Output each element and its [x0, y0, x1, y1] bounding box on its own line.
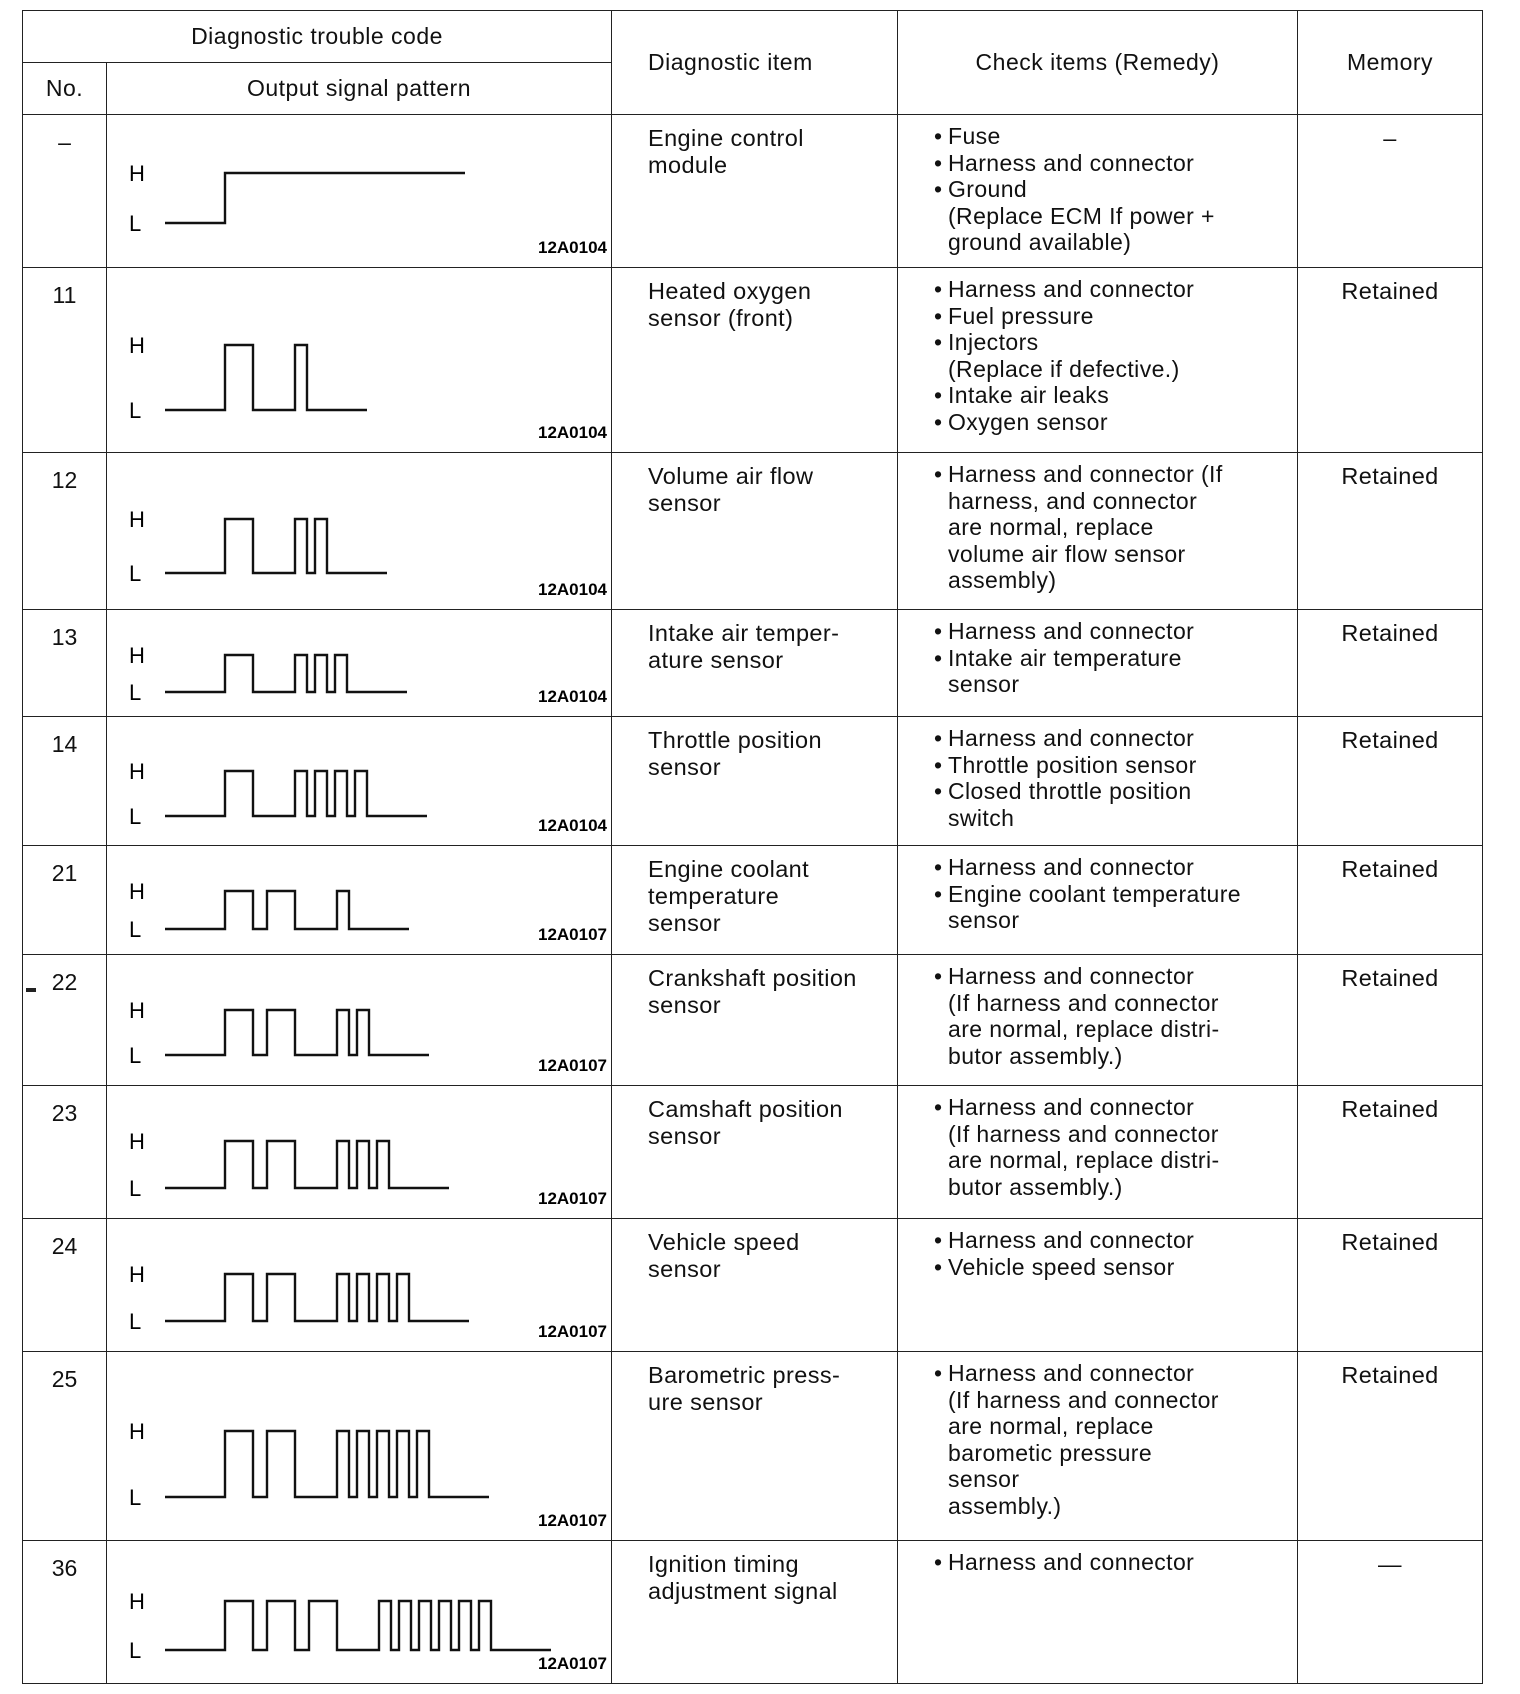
check-item-note: harness, and connector [948, 487, 1198, 514]
check-items-list [934, 1227, 1289, 1280]
code-number: 22 [23, 955, 107, 1086]
figure-code: 12A0107 [537, 1189, 607, 1208]
diagnostic-item-line: sensor [648, 1256, 721, 1282]
low-level-label: L [129, 561, 142, 586]
signal-pattern-cell [107, 453, 612, 610]
low-level-label: L [129, 1176, 142, 1201]
check-item: • Intake air temperature [934, 645, 1289, 672]
check-item: • Harness and connector [934, 725, 1289, 752]
check-item-note: are normal, replace distri- [948, 1016, 1220, 1042]
check-items [898, 1086, 1298, 1219]
check-item: • Fuel pressure [934, 303, 1289, 330]
trouble-code-sheet [22, 10, 1482, 1685]
check-items [898, 610, 1298, 717]
check-item-note: assembly) [948, 567, 1057, 593]
memory-status: – [1298, 115, 1483, 268]
signal-waveform [165, 655, 407, 692]
high-level-label: H [129, 1129, 145, 1154]
code-number: 13 [23, 610, 107, 717]
high-level-label: H [129, 1419, 145, 1444]
check-item-note: volume air flow sensor [948, 540, 1186, 567]
diagnostic-item-line: Throttle position [648, 727, 822, 753]
signal-waveform [165, 345, 367, 410]
signal-pattern-cell [107, 268, 612, 453]
low-level-label: L [129, 398, 142, 423]
low-level-label: L [129, 1485, 142, 1510]
figure-code: 12A0104 [537, 687, 607, 706]
check-items [898, 268, 1298, 453]
signal-pattern-cell [107, 1541, 612, 1684]
table-row [23, 1541, 1483, 1684]
trouble-code-table [22, 10, 1483, 1684]
table-row [23, 268, 1483, 453]
signal-waveform [165, 519, 387, 573]
table-row [23, 717, 1483, 846]
header-no: No. [23, 63, 107, 115]
table-row [23, 846, 1483, 955]
table-row [23, 115, 1483, 268]
header-output-signal: Output signal pattern [107, 63, 612, 115]
code-number: 12 [23, 453, 107, 610]
check-item: • Harness and connector [934, 963, 1289, 990]
signal-waveform [165, 771, 427, 816]
check-item-note: sensor [948, 671, 1020, 697]
high-level-label: H [129, 1589, 145, 1614]
check-item-note: barometic pressure [948, 1439, 1153, 1466]
diagnostic-item-line: Volume air flow [648, 463, 814, 489]
diagnostic-item [612, 453, 898, 610]
diagnostic-item-line: adjustment signal [648, 1578, 838, 1604]
figure-code: 12A0107 [537, 1322, 607, 1341]
memory-status: Retained [1298, 268, 1483, 453]
high-level-label: H [129, 1262, 145, 1287]
check-items [898, 1219, 1298, 1352]
diagnostic-item-line: Camshaft position [648, 1096, 843, 1122]
check-item-note: (If harness and connector [948, 1386, 1219, 1413]
figure-code: 12A0104 [537, 423, 607, 442]
check-item-note: sensor [948, 907, 1020, 933]
low-level-label: L [129, 1309, 142, 1334]
code-number: – [23, 115, 107, 268]
memory-status: Retained [1298, 1219, 1483, 1352]
check-item: • Harness and connector [934, 1227, 1289, 1254]
signal-pattern-cell [107, 1219, 612, 1352]
table-row [23, 955, 1483, 1086]
memory-status: — [1298, 1541, 1483, 1684]
diagnostic-item [612, 846, 898, 955]
header-memory: Memory [1298, 11, 1483, 115]
table-row [23, 1086, 1483, 1219]
diagnostic-item-line: ure sensor [648, 1389, 764, 1415]
check-items [898, 717, 1298, 846]
check-item: • Throttle position sensor [934, 752, 1289, 779]
diagnostic-item [612, 955, 898, 1086]
check-item: • Fuse [934, 123, 1289, 150]
diagnostic-item-line: sensor (front) [648, 305, 794, 331]
check-items-list [934, 618, 1289, 698]
signal-pattern-cell [107, 717, 612, 846]
check-item-note: butor assembly.) [948, 1173, 1123, 1200]
figure-code: 12A0107 [537, 1654, 607, 1673]
diagnostic-item-line: sensor [648, 1123, 721, 1149]
signal-waveform [165, 891, 409, 929]
check-item: • Harness and connector [934, 618, 1289, 645]
signal-pattern-cell [107, 846, 612, 955]
check-item-note: switch [948, 804, 1015, 831]
code-number: 11 [23, 268, 107, 453]
code-number: 14 [23, 717, 107, 846]
code-number: 24 [23, 1219, 107, 1352]
figure-code: 12A0104 [537, 816, 607, 835]
signal-pattern-diagram [107, 1352, 612, 1540]
check-item: • Closed throttle position [934, 778, 1289, 805]
signal-pattern-diagram [107, 717, 612, 845]
margin-mark [26, 988, 36, 992]
high-level-label: H [129, 507, 145, 532]
check-item: • Harness and connector [934, 276, 1289, 303]
check-items [898, 955, 1298, 1086]
high-level-label: H [129, 879, 145, 904]
signal-waveform [165, 1601, 551, 1650]
signal-pattern-cell [107, 610, 612, 717]
diagnostic-item-line: sensor [648, 490, 721, 516]
diagnostic-item [612, 268, 898, 453]
check-items [898, 453, 1298, 610]
check-item: • Harness and connector [934, 150, 1289, 177]
diagnostic-item [612, 1541, 898, 1684]
diagnostic-item [612, 1219, 898, 1352]
memory-status: Retained [1298, 846, 1483, 955]
diagnostic-item-line: Engine coolant [648, 856, 810, 882]
figure-code: 12A0107 [537, 925, 607, 944]
code-number: 25 [23, 1352, 107, 1541]
low-level-label: L [129, 1638, 142, 1663]
signal-waveform [165, 1274, 469, 1321]
diagnostic-item-line: sensor [648, 754, 721, 780]
check-items-list [934, 461, 1289, 594]
signal-pattern-cell [107, 1086, 612, 1219]
diagnostic-item-line: module [648, 152, 728, 178]
check-item: • Oxygen sensor [934, 409, 1289, 436]
check-item: • Engine coolant temperature [934, 881, 1289, 908]
check-item: • Injectors [934, 329, 1289, 356]
diagnostic-item [612, 1352, 898, 1541]
diagnostic-item-line: Intake air temper- [648, 620, 840, 646]
check-items-list [934, 963, 1289, 1069]
high-level-label: H [129, 759, 145, 784]
check-item-note: (Replace if defective.) [948, 355, 1180, 382]
header-row-1 [23, 11, 1483, 63]
low-level-label: L [129, 211, 142, 236]
check-items-list [934, 276, 1289, 435]
diagnostic-item [612, 717, 898, 846]
check-item: • Harness and connector [934, 854, 1289, 881]
signal-pattern-cell [107, 955, 612, 1086]
table-row [23, 1219, 1483, 1352]
signal-pattern-diagram [107, 1219, 612, 1351]
signal-pattern-diagram [107, 1541, 612, 1683]
figure-code: 12A0107 [537, 1056, 607, 1075]
signal-pattern-diagram [107, 453, 612, 609]
memory-status: Retained [1298, 955, 1483, 1086]
table-row [23, 1352, 1483, 1541]
check-items-list [934, 1094, 1289, 1200]
signal-pattern-cell [107, 1352, 612, 1541]
signal-pattern-cell [107, 115, 612, 268]
figure-code: 12A0104 [537, 580, 607, 599]
diagnostic-item-line: Crankshaft position [648, 965, 857, 991]
check-items [898, 846, 1298, 955]
memory-status: Retained [1298, 1352, 1483, 1541]
low-level-label: L [129, 804, 142, 829]
signal-pattern-diagram [107, 1086, 612, 1218]
check-item: • Harness and connector (If [934, 461, 1289, 488]
code-number: 36 [23, 1541, 107, 1684]
check-item-note: assembly.) [948, 1492, 1062, 1519]
check-item-note: sensor [948, 1466, 1020, 1492]
signal-pattern-diagram [107, 955, 612, 1085]
diagnostic-item [612, 115, 898, 268]
signal-pattern-diagram [107, 610, 612, 716]
check-items [898, 1541, 1298, 1684]
check-items-list [934, 725, 1289, 831]
check-item-note: are normal, replace [948, 514, 1154, 540]
memory-status: Retained [1298, 717, 1483, 846]
high-level-label: H [129, 333, 145, 358]
diagnostic-item-line: ature sensor [648, 647, 784, 673]
check-items [898, 115, 1298, 268]
header-check-items: Check items (Remedy) [898, 11, 1298, 115]
diagnostic-item-line: Ignition timing [648, 1551, 799, 1577]
check-item-note: (If harness and connector [948, 989, 1219, 1016]
signal-waveform [165, 1141, 449, 1188]
check-items [898, 1352, 1298, 1541]
check-items-list [934, 854, 1289, 934]
memory-status: Retained [1298, 1086, 1483, 1219]
signal-waveform [165, 1431, 489, 1497]
figure-code: 12A0107 [537, 1511, 607, 1530]
signal-waveform [165, 1010, 429, 1055]
header-diagnostic-item: Diagnostic item [612, 11, 898, 115]
check-item-note: (If harness and connector [948, 1120, 1219, 1147]
diagnostic-item-line: Heated oxygen [648, 278, 812, 304]
high-level-label: H [129, 998, 145, 1023]
diagnostic-item-line: Barometric press- [648, 1362, 841, 1388]
diagnostic-item-line: Vehicle speed [648, 1229, 800, 1255]
high-level-label: H [129, 161, 145, 186]
table-row [23, 453, 1483, 610]
check-item-note: butor assembly.) [948, 1042, 1123, 1069]
header-dtc-group: Diagnostic trouble code [23, 11, 612, 63]
diagnostic-item-line: sensor [648, 992, 721, 1018]
check-item-note: (Replace ECM If power + [948, 202, 1215, 229]
diagnostic-item [612, 610, 898, 717]
check-item-note: are normal, replace [948, 1413, 1154, 1439]
signal-pattern-diagram [107, 268, 612, 452]
check-item: • Vehicle speed sensor [934, 1254, 1289, 1281]
check-items-list [934, 1360, 1289, 1519]
low-level-label: L [129, 1043, 142, 1068]
diagnostic-item-line: temperature [648, 883, 780, 909]
check-item-note: are normal, replace distri- [948, 1147, 1220, 1173]
check-item: • Harness and connector [934, 1549, 1289, 1576]
signal-pattern-diagram [107, 115, 612, 267]
check-item: • Harness and connector [934, 1094, 1289, 1121]
check-item: • Ground [934, 176, 1289, 203]
memory-status: Retained [1298, 453, 1483, 610]
diagnostic-item [612, 1086, 898, 1219]
check-item: • Intake air leaks [934, 382, 1289, 409]
high-level-label: H [129, 643, 145, 668]
code-number: 23 [23, 1086, 107, 1219]
check-item: • Harness and connector [934, 1360, 1289, 1387]
diagnostic-item-line: Engine control [648, 125, 804, 151]
code-number: 21 [23, 846, 107, 955]
low-level-label: L [129, 680, 142, 705]
table-row [23, 610, 1483, 717]
check-items-list [934, 1549, 1289, 1576]
memory-status: Retained [1298, 610, 1483, 717]
low-level-label: L [129, 917, 142, 942]
signal-pattern-diagram [107, 846, 612, 954]
check-item-note: ground available) [948, 229, 1132, 255]
figure-code: 12A0104 [537, 238, 607, 257]
check-items-list [934, 123, 1289, 256]
diagnostic-item-line: sensor [648, 910, 721, 936]
signal-waveform [165, 173, 465, 223]
